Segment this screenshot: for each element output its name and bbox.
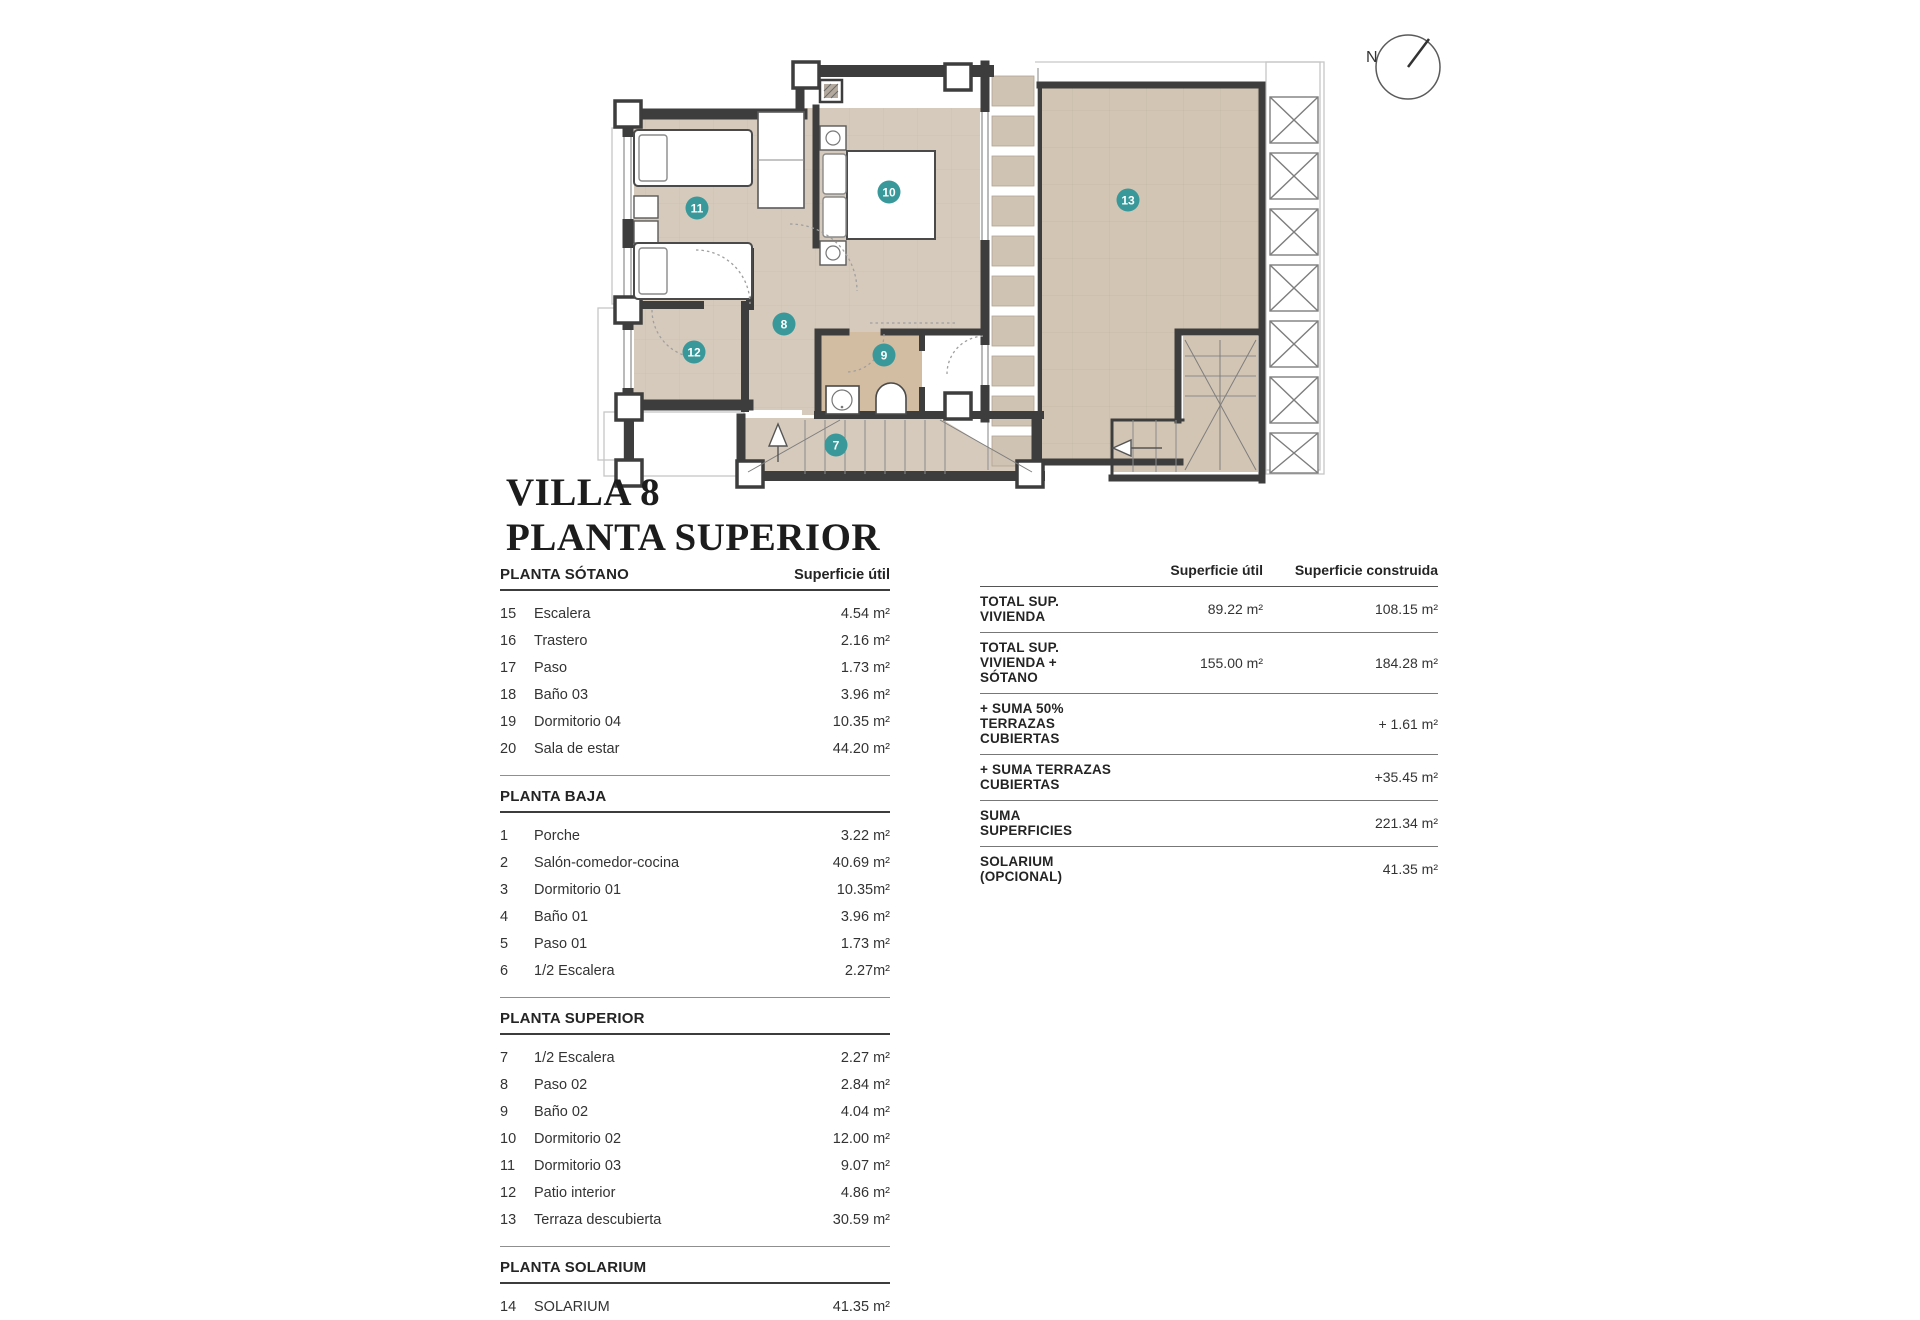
nightstand xyxy=(820,126,846,150)
room-badge-10 xyxy=(878,181,901,204)
area-row xyxy=(500,1152,890,1179)
toilet xyxy=(876,383,906,414)
summary-row xyxy=(980,801,1438,847)
room-name: Paso xyxy=(534,659,568,676)
north-compass xyxy=(1366,35,1440,99)
svg-text:9: 9 xyxy=(880,348,888,363)
room-name: 1/2 Escalera xyxy=(534,1049,615,1066)
summary-label: + SUMA 50% TERRAZAS CUBIERTAS xyxy=(980,701,1064,746)
pergola-beams xyxy=(1270,97,1318,473)
room-badge-8 xyxy=(773,313,796,336)
room-area: 3.96 m² xyxy=(840,908,890,925)
room-name: Sala de estar xyxy=(534,740,620,757)
section-rows xyxy=(500,1044,890,1233)
louvre-slats xyxy=(988,68,1038,470)
area-row xyxy=(500,654,890,681)
svg-text:13: 13 xyxy=(1121,193,1135,208)
summary-table-body xyxy=(980,587,1438,892)
room-badge-9 xyxy=(873,344,896,367)
summary-row xyxy=(980,847,1438,892)
summary-table xyxy=(980,562,1438,892)
plan-section xyxy=(500,997,890,1233)
room-number: 8 xyxy=(500,1076,509,1093)
room-area: 4.86 m² xyxy=(840,1184,890,1201)
summary-construida-value: 108.15 m² xyxy=(1374,601,1438,617)
room-area: 10.35m² xyxy=(836,881,890,898)
section-title: PLANTA BAJA xyxy=(500,788,607,805)
summary-label: TOTAL SUP. VIVIENDA + SÓTANO xyxy=(980,640,1060,685)
room-number: 3 xyxy=(500,881,509,898)
summary-row xyxy=(980,633,1438,694)
area-row xyxy=(500,849,890,876)
summary-label: SUMA SUPERFICIES xyxy=(980,808,1073,838)
sink xyxy=(826,386,859,414)
area-row xyxy=(500,1125,890,1152)
room-area: 1.73 m² xyxy=(840,659,890,676)
room-number: 6 xyxy=(500,962,509,979)
room-name: 1/2 Escalera xyxy=(534,962,615,979)
summary-row xyxy=(980,694,1438,755)
room-name: Salón-comedor-cocina xyxy=(534,854,680,871)
room-name: Porche xyxy=(534,827,580,844)
room-name: Dormitorio 01 xyxy=(534,881,622,898)
room-badge-12 xyxy=(683,341,706,364)
section-title: PLANTA SOLARIUM xyxy=(500,1259,647,1276)
room-area: 2.27m² xyxy=(844,962,890,979)
plan-section xyxy=(500,566,890,762)
summary-util-value: 89.22 m² xyxy=(1207,601,1263,617)
summary-construida-value: 41.35 m² xyxy=(1382,861,1438,877)
section-title: PLANTA SÓTANO xyxy=(500,566,629,583)
room-name: Dormitorio 04 xyxy=(534,713,622,730)
summary-row xyxy=(980,755,1438,801)
room-name: Escalera xyxy=(534,605,591,622)
room-area: 44.20 m² xyxy=(832,740,890,757)
plan-section xyxy=(500,775,890,984)
room-area: 3.96 m² xyxy=(840,686,890,703)
room-number: 17 xyxy=(500,659,517,676)
title-line-2: PLANTA SUPERIOR xyxy=(506,516,881,559)
room-name: Dormitorio 02 xyxy=(534,1130,622,1147)
summary-construida-value: 221.34 m² xyxy=(1374,815,1438,831)
area-row xyxy=(500,957,890,984)
area-row xyxy=(500,822,890,849)
area-row xyxy=(500,681,890,708)
summary-construida-value: + 1.61 m² xyxy=(1378,715,1438,732)
room-name: Baño 01 xyxy=(534,908,589,925)
compass-north-label: N xyxy=(1366,49,1378,66)
room-name: Dormitorio 03 xyxy=(534,1157,622,1174)
section-header xyxy=(500,1259,890,1284)
section-rows xyxy=(500,1293,890,1320)
left-table xyxy=(500,566,890,1320)
room-number: 2 xyxy=(500,854,509,871)
room-area: 4.54 m² xyxy=(840,605,890,622)
area-row xyxy=(500,627,890,654)
section-title: PLANTA SUPERIOR xyxy=(500,1010,645,1027)
room-number: 18 xyxy=(500,686,517,703)
summary-row xyxy=(980,587,1438,633)
room-number: 10 xyxy=(500,1130,517,1147)
room-area: 2.27 m² xyxy=(840,1049,890,1066)
room-number: 16 xyxy=(500,632,517,649)
room-area: 9.07 m² xyxy=(840,1157,890,1174)
section-rows xyxy=(500,600,890,762)
room-number: 4 xyxy=(500,908,509,925)
summary-label: TOTAL SUP. VIVIENDA xyxy=(980,594,1060,624)
summary-construida-value: +35.45 m² xyxy=(1374,769,1438,785)
room-area: 30.59 m² xyxy=(832,1211,890,1228)
svg-text:8: 8 xyxy=(780,317,788,332)
room-name: Paso 01 xyxy=(534,935,588,952)
room-area: 2.16 m² xyxy=(840,632,890,649)
col-header-util: Superficie útil xyxy=(1170,562,1263,578)
section-value-header: Superficie útil xyxy=(794,567,890,583)
area-row xyxy=(500,1098,890,1125)
svg-text:12: 12 xyxy=(687,345,701,360)
area-row xyxy=(500,903,890,930)
room-number: 14 xyxy=(500,1298,517,1315)
title-line-1: VILLA 8 xyxy=(506,471,661,514)
area-row xyxy=(500,930,890,957)
room-badge-7 xyxy=(825,434,848,457)
room-number: 15 xyxy=(500,605,517,622)
summary-label: SOLARIUM (OPCIONAL) xyxy=(980,854,1063,884)
summary-construida-value: 184.28 m² xyxy=(1374,654,1438,671)
room-name: Baño 03 xyxy=(534,686,589,703)
nightstand xyxy=(634,196,658,218)
area-row xyxy=(500,1179,890,1206)
room-area: 2.84 m² xyxy=(840,1076,890,1093)
area-row xyxy=(500,1293,890,1320)
area-row xyxy=(500,735,890,762)
room-number: 1 xyxy=(500,827,509,844)
room-area: 40.69 m² xyxy=(832,854,890,871)
room-name: Terraza descubierta xyxy=(534,1211,662,1228)
room-number: 9 xyxy=(500,1103,509,1120)
summary-header xyxy=(980,562,1438,587)
room-area: 3.22 m² xyxy=(840,827,890,844)
svg-text:7: 7 xyxy=(832,438,840,453)
room-number: 19 xyxy=(500,713,517,730)
area-row xyxy=(500,1071,890,1098)
room-number: 12 xyxy=(500,1184,517,1201)
col-header-construida: Superficie construida xyxy=(1294,562,1438,578)
section-rows xyxy=(500,822,890,984)
area-row xyxy=(500,876,890,903)
area-row xyxy=(500,1044,890,1071)
area-row xyxy=(500,1206,890,1233)
room-badge-11 xyxy=(686,197,709,220)
summary-util-value: 155.00 m² xyxy=(1199,654,1263,671)
skylight-hatch xyxy=(820,80,842,102)
room-area: 4.04 m² xyxy=(840,1103,890,1120)
room-name: Baño 02 xyxy=(534,1103,589,1120)
room-name: Paso 02 xyxy=(534,1076,588,1093)
room-name: Trastero xyxy=(534,632,588,649)
room-number: 7 xyxy=(500,1049,509,1066)
room-area: 1.73 m² xyxy=(840,935,890,952)
room-name: Patio interior xyxy=(534,1184,616,1201)
area-row xyxy=(500,600,890,627)
area-row xyxy=(500,708,890,735)
section-header xyxy=(500,788,890,813)
summary-label: + SUMA TERRAZAS CUBIERTAS xyxy=(980,762,1112,792)
plan-section xyxy=(500,1246,890,1320)
nightstand xyxy=(820,241,846,265)
room-badge-13 xyxy=(1117,189,1140,212)
section-header xyxy=(500,1010,890,1035)
room-area: 12.00 m² xyxy=(832,1130,890,1147)
room-area: 10.35 m² xyxy=(832,713,890,730)
svg-text:10: 10 xyxy=(882,185,896,200)
bed-single-1 xyxy=(634,130,752,186)
room-number: 5 xyxy=(500,935,509,952)
section-header xyxy=(500,566,890,591)
room-number: 13 xyxy=(500,1211,517,1228)
svg-text:11: 11 xyxy=(690,201,704,216)
page-title xyxy=(506,470,880,560)
room-number: 20 xyxy=(500,740,517,757)
room-name: SOLARIUM xyxy=(534,1298,610,1315)
room-area: 41.35 m² xyxy=(832,1298,890,1315)
nightstand xyxy=(634,221,658,243)
room-number: 11 xyxy=(500,1157,516,1174)
bed-single-2 xyxy=(634,243,752,299)
